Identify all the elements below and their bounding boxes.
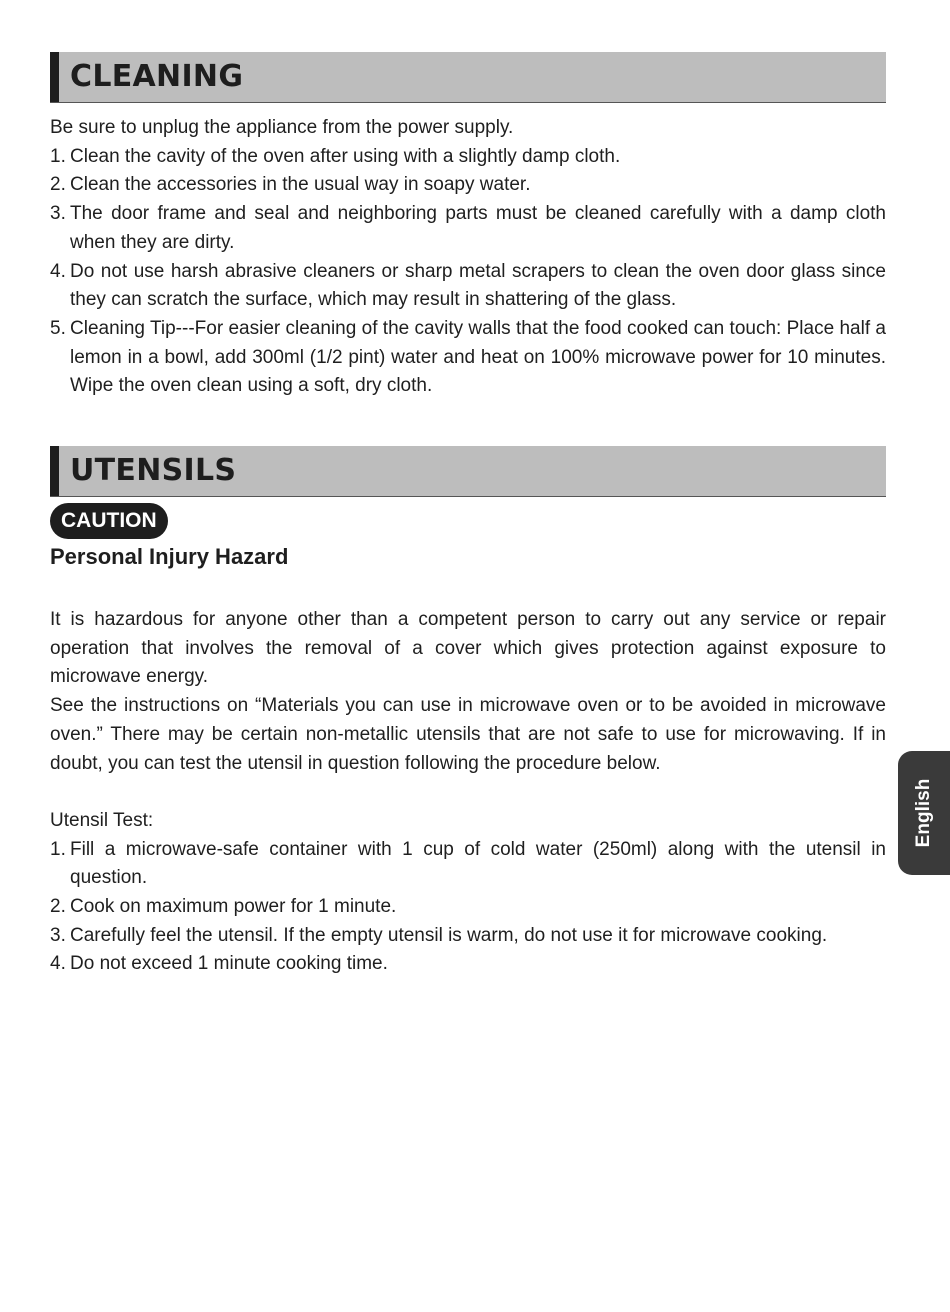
item-text: Do not use harsh abrasive cleaners or sharp metal scrapers to clean the oven door glass since they can scratch the surface, which may result in shattering of the glass. <box>70 260 886 311</box>
cleaning-section-header <box>50 52 886 103</box>
cleaning-item <box>50 171 886 200</box>
cleaning-title: CLEANING <box>70 59 244 94</box>
cleaning-intro: Be sure to unplug the appliance from the power supply. <box>50 117 514 138</box>
item-text: The door frame and seal and neighboring parts must be cleaned carefully with a damp cloth when they are dirty. <box>70 203 886 253</box>
cleaning-item <box>50 258 886 315</box>
utensils-title: UTENSILS <box>70 453 237 488</box>
language-tab-label: English <box>913 778 934 848</box>
hazard-paragraph: It is hazardous for anyone other than a competent person to carry out any service or repair operation that involves the removal of a cover which gives protection against exposure to microwave energy. <box>50 609 886 688</box>
cleaning-item <box>50 200 886 257</box>
utensils-body <box>50 606 886 979</box>
test-item <box>50 922 886 951</box>
item-text: Cook on maximum power for 1 minute. <box>70 896 397 918</box>
instructions-paragraph: See the instructions on “Materials you can use in microwave oven or to be avoided in microwave oven.” There may be certain non-metallic utensils that are not safe to use for microwaving. If in doubt, you can test the utensil in question following the procedure below. <box>50 695 886 774</box>
item-number: 2. <box>50 174 66 196</box>
utensils-section-header <box>50 446 886 497</box>
item-number: 3. <box>50 924 66 946</box>
item-text: Clean the cavity of the oven after using with a slightly damp cloth. <box>70 145 621 167</box>
item-number: 2. <box>50 896 66 918</box>
section-accent-bar <box>50 446 59 496</box>
utensil-test-heading: Utensil Test: <box>50 809 154 831</box>
cleaning-item <box>50 315 886 401</box>
item-text: Clean the accessories in the usual way in soapy water. <box>70 174 531 196</box>
item-number: 1. <box>50 838 66 860</box>
cleaning-item <box>50 143 886 172</box>
item-number: 1. <box>50 145 66 167</box>
caution-badge: CAUTION <box>50 503 168 539</box>
item-text: Cleaning Tip---For easier cleaning of the cavity walls that the food cooked can touch: Place half a lemon in a bowl, add 300ml (1/2 pint) water and heat on 100% microwave power for 10 minutes. Wipe the oven clean using a soft, dry cloth. <box>70 317 886 397</box>
test-item <box>50 950 886 979</box>
item-text: Do not exceed 1 minute cooking time. <box>70 953 388 975</box>
cleaning-body <box>50 114 886 401</box>
section-accent-bar <box>50 52 59 102</box>
item-number: 3. <box>50 203 66 225</box>
spacer-line <box>50 778 886 807</box>
hazard-title: Personal Injury Hazard <box>50 544 289 569</box>
item-text: Fill a microwave-safe container with 1 cup of cold water (250ml) along with the utensil in question. <box>70 838 886 889</box>
item-number: 5. <box>50 317 66 339</box>
item-number: 4. <box>50 953 66 975</box>
item-number: 4. <box>50 260 66 282</box>
test-item <box>50 893 886 922</box>
test-item <box>50 836 886 893</box>
language-tab[interactable] <box>898 751 950 875</box>
item-text: Carefully feel the utensil. If the empty utensil is warm, do not use it for microwave cooking. <box>70 924 828 946</box>
